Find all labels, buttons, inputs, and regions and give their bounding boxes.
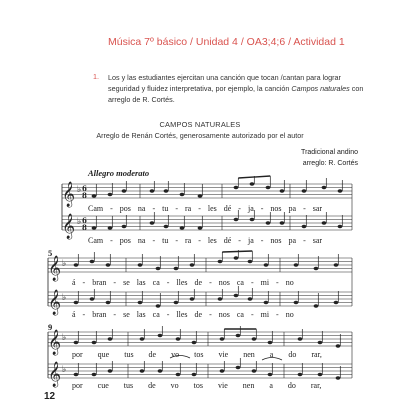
instruction-text-after: con arreglo de R. Cortés. — [108, 84, 364, 104]
lyric-line: á - bran - se las ca - lles de - nos ca - mi - no — [72, 310, 294, 319]
time-signature: 8 — [82, 191, 87, 200]
song-name-italic: Campos naturales — [291, 84, 350, 93]
arrangement-credit: Arreglo de Renán Cortés, generosamente autorizado por el autor — [96, 131, 304, 140]
flat-sign-icon: ♭ — [62, 293, 67, 303]
tempo-marking: Allegro moderato — [88, 168, 150, 178]
time-signature: 6 — [82, 216, 87, 225]
instruction-number: 1. — [93, 72, 99, 81]
page-number: 12 — [44, 391, 56, 402]
lyric-line: Cam - pos na - tu - ra - les dé - ja - nos pa - sar — [88, 204, 323, 213]
lyric-line: á - bran - se las ca - lles de - nos ca - mi - no — [72, 278, 294, 287]
measure-number: 5 — [48, 248, 53, 258]
flat-sign-icon: ♭ — [62, 259, 67, 269]
lyric-line: por cue tus de vo tos vie nen a do rar, — [72, 381, 322, 390]
song-origin: Tradicional andino — [301, 149, 358, 156]
treble-clef-icon: 𝄞 — [48, 290, 62, 315]
lyric-line: Cam - pos na - tu - ra - les dé - ja - nos pa - sar — [88, 236, 323, 245]
arranger-credit: arreglo: R. Cortés — [302, 160, 358, 167]
lyric-line: por que tus de vo tos vie nen a do rar, — [72, 350, 322, 359]
flat-sign-icon: ♭ — [77, 217, 82, 227]
flat-sign-icon: ♭ — [62, 365, 67, 375]
treble-clef-icon: 𝄞 — [48, 330, 62, 355]
time-signature: 8 — [82, 223, 87, 232]
activity-heading: Música 7º básico / Unidad 4 / OA3;4;6 / Actividad 1 — [108, 36, 345, 48]
flat-sign-icon: ♭ — [77, 185, 82, 195]
treble-clef-icon: 𝄞 — [48, 256, 62, 281]
treble-clef-icon: 𝄞 — [48, 362, 62, 387]
time-signature: 6 — [82, 184, 87, 193]
song-title: CAMPOS NATURALES — [159, 120, 241, 129]
treble-clef-icon: 𝄞 — [62, 214, 76, 239]
flat-sign-icon: ♭ — [62, 333, 67, 343]
instruction-text-before: Los y las estudiantes ejercitan una canción que tocan /cantan para lograr seguridad y fluidez interpretativa, por ejemplo, la canción — [108, 73, 341, 93]
treble-clef-icon: 𝄞 — [62, 182, 76, 207]
measure-number: 9 — [48, 322, 53, 332]
